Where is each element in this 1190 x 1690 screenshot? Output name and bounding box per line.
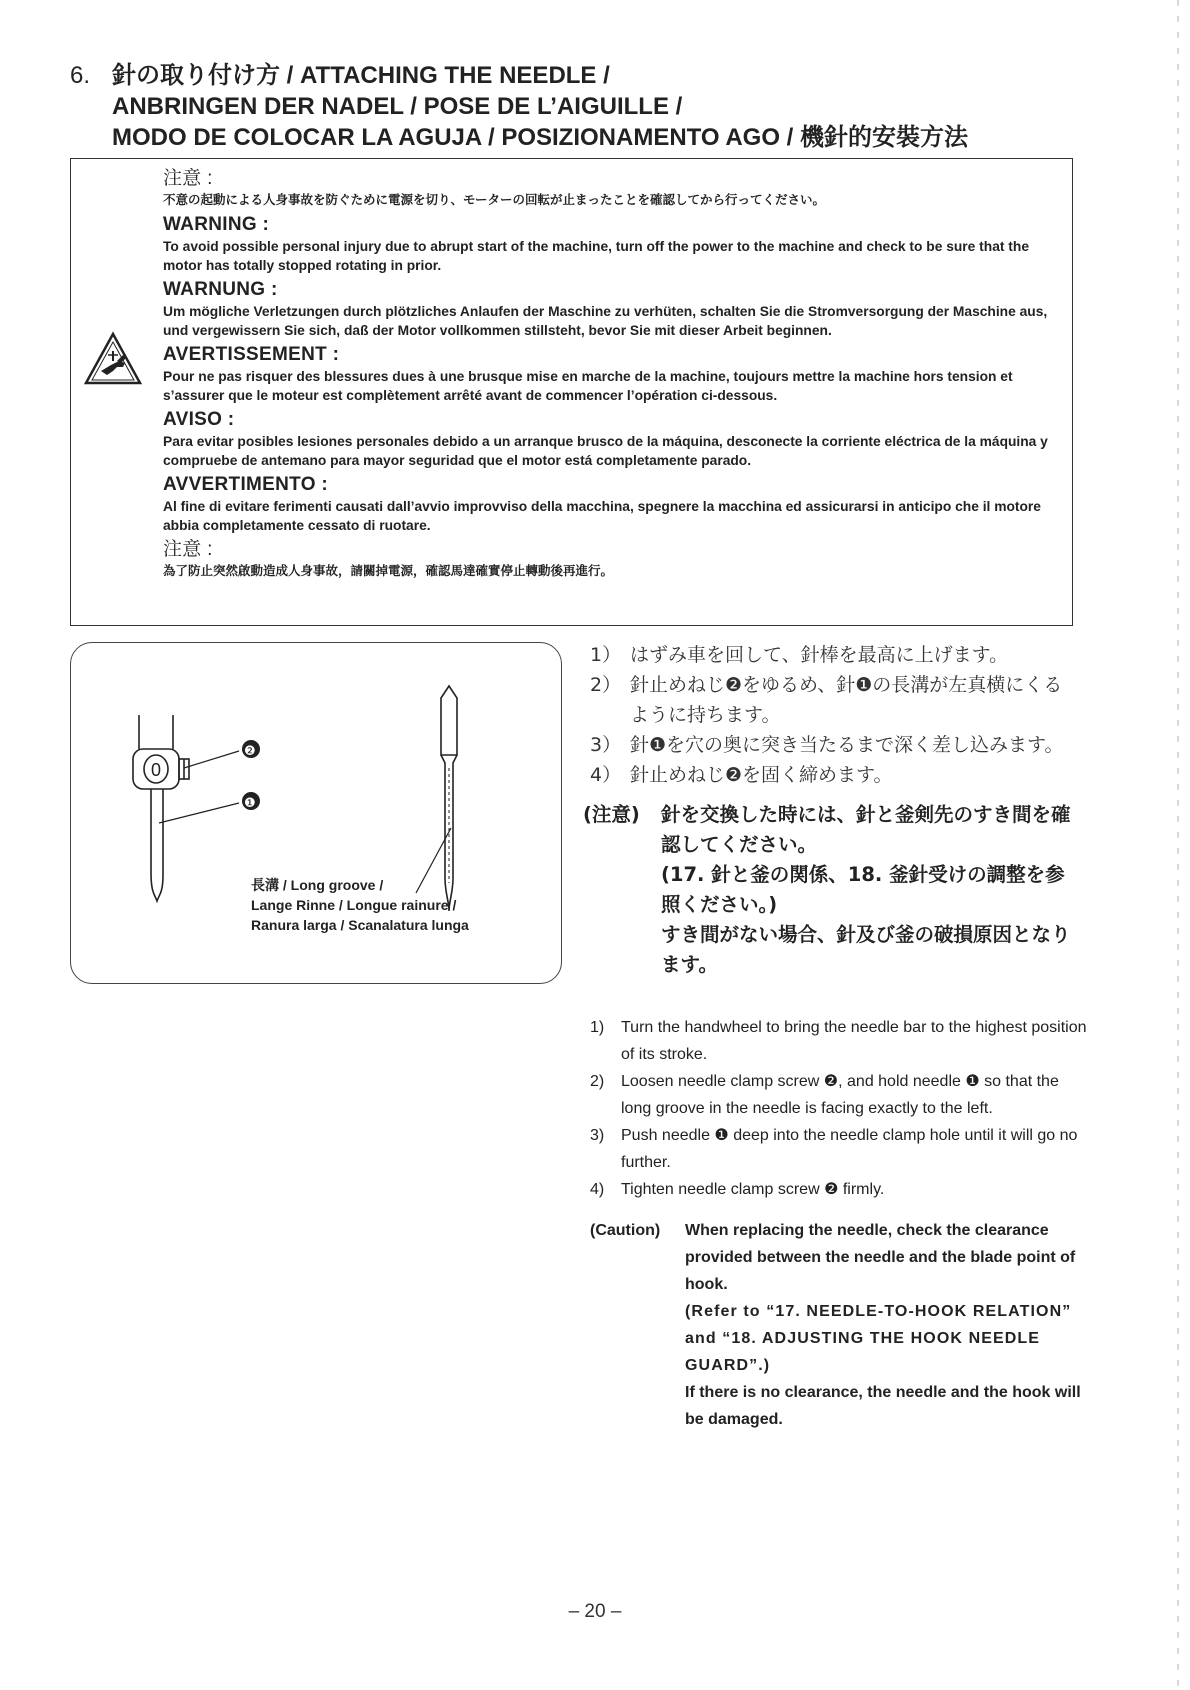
jp-step-4-text: 針止めねじ❷を固く締めます。 (630, 764, 893, 786)
jp-caution-text-1: 針を交換した時には、針と釜剣先のすき間を確 (661, 803, 1071, 826)
needle-figure (70, 642, 562, 984)
en-caution-text-3: If there is no clearance, the needle and the hook will be damaged. (685, 1384, 1081, 1428)
jp-step-4-num: 4） (590, 764, 622, 786)
jp-caution-text-6: ます。 (661, 953, 718, 976)
caution-hand-icon (83, 331, 143, 387)
jp-step-4 (590, 760, 1090, 790)
jp-caution-label: (注意) (583, 803, 640, 826)
en-caution (590, 1217, 1090, 1433)
en-caution-body (685, 1217, 1090, 1433)
warning-title-es: AVISO : (163, 408, 235, 430)
jp-caution (583, 800, 1103, 980)
en-step-4-text: Tighten needle clamp screw ❷ firmly. (621, 1181, 885, 1198)
warning-title-en: WARNING : (163, 213, 270, 235)
jp-step-3-num: 3） (590, 734, 622, 756)
jp-caution-text-5: すき間がない場合、針及び釜の破損原因となり (661, 923, 1071, 946)
en-caution-text-2: (Refer to “17. NEEDLE-TO-HOOK RELATION” and “18. ADJUSTING THE HOOK NEEDLE GUARD”.) (685, 1303, 1072, 1374)
warning-box (70, 158, 1073, 626)
jp-step-2-text-b: ように持ちます。 (630, 704, 781, 726)
callout-2 (242, 740, 260, 759)
warning-content (163, 167, 1063, 583)
en-caution-block (590, 1217, 1090, 1433)
warning-title-it: AVVERTIMENTO : (163, 473, 329, 495)
warning-text-en: To avoid possible personal injury due to abrupt start of the machine, turn off the power to the machine and check to be sure that the motor has totally stopped rotating in prior. (163, 238, 1029, 273)
jp-step-2-num: 2） (590, 674, 622, 696)
jp-step-1-text: はずみ車を回して、針棒を最高に上げます。 (630, 644, 1009, 666)
heading-text-1: 針の取り付け方 / ATTACHING THE NEEDLE / (112, 62, 610, 89)
jp-step-1 (590, 640, 1090, 670)
jp-caution-text-4: 照ください。) (661, 893, 778, 916)
jp-step-3 (590, 730, 1090, 760)
jp-step-3-text: 針❶を穴の奥に突き当たるまで深く差し込みます。 (630, 734, 1064, 756)
warning-text-jp: 不意の起動による人身事故を防ぐために電源を切り、モーターの回転が止まったことを確認してから行ってください。 (163, 193, 826, 207)
en-step-2-text: Loosen needle clamp screw ❷, and hold needle ❶ so that the long groove in the needle is facing exactly to the left. (621, 1073, 1059, 1117)
needle-bar (139, 715, 173, 749)
groove-label-line-2: Lange Rinne / Longue rainure / (251, 897, 457, 913)
jp-step-1-num: 1） (590, 644, 622, 666)
en-step-3 (590, 1122, 1090, 1176)
en-step-3-text: Push needle ❶ deep into the needle clamp hole until it will go no further. (621, 1127, 1078, 1171)
callout-1 (242, 792, 260, 811)
jp-steps (590, 640, 1090, 790)
jp-caution-text-3: (17. 針と釜の関係、18. 釜針受けの調整を参 (661, 863, 1065, 886)
warning-text-de: Um mögliche Verletzungen durch plötzliches Anlaufen der Maschine zu verhüten, schalten Sie die Stromversorgung der Maschine aus, und vergewissern Sie sich, daß der Motor vollkommen stillsteht, bevor Sie mit dieser Arbeit beginnen. (163, 303, 1048, 338)
warning-title-zh: 注意 : (163, 538, 213, 560)
warning-title-de: WARNUNG : (163, 278, 278, 300)
en-step-1 (590, 1014, 1090, 1068)
jp-caution-line-1 (583, 800, 1103, 830)
en-step-3-num: 3) (590, 1127, 605, 1144)
scan-edge (1170, 0, 1184, 1690)
page-number: – 20 – (568, 1601, 622, 1622)
heading-line-2: ANBRINGEN DER NADEL / POSE DE L’AIGUILLE / (112, 93, 683, 120)
warning-title-fr: AVERTISSEMENT : (163, 343, 340, 365)
en-caution-text-1: When replacing the needle, check the clearance provided between the needle and the blade point of hook. (685, 1222, 1076, 1293)
callout-1-text: ❶ (244, 796, 256, 811)
en-step-4-num: 4) (590, 1181, 605, 1198)
warning-title-jp: 注意 : (163, 168, 213, 189)
clamp-mark: 0 (151, 760, 162, 780)
jp-caution-text-2: 認してください。 (661, 833, 818, 856)
section-heading (70, 60, 1130, 153)
heading-line-1 (70, 60, 1130, 91)
groove-label-line-3: Ranura larga / Scanalatura lunga (251, 917, 469, 933)
warning-text-zh: 為了防止突然啟動造成人身事故，請關掉電源，確認馬達確實停止轉動後再進行。 (163, 563, 614, 578)
long-groove-label (251, 875, 469, 935)
warning-text-es: Para evitar posibles lesiones personales debido a un arranque brusco de la máquina, desconecte la corriente eléctrica de la máquina y compruebe de antemano para mayor seguridad que el motor está completamente parado. (163, 433, 1048, 468)
section-number: 6. (70, 62, 91, 89)
en-steps (590, 1014, 1090, 1203)
en-step-2-num: 2) (590, 1073, 605, 1090)
en-step-4 (590, 1176, 1090, 1203)
en-step-1-text: Turn the handwheel to bring the needle bar to the highest position of its stroke. (621, 1019, 1087, 1063)
warning-text-fr: Pour ne pas risquer des blessures dues à une brusque mise en marche de la machine, toujours mettre la machine hors tension et s’assurer que le moteur est complètement arrêté avant de commencer l’opération ci-dessous. (163, 368, 1013, 403)
groove-label-line-1: 長溝 / Long groove / (251, 877, 384, 893)
small-needle (151, 789, 163, 901)
heading-line-3: MODO DE COLOCAR LA AGUJA / POSIZIONAMENTO AGO / 機針的安裝方法 (112, 124, 969, 151)
jp-step-2 (590, 670, 1090, 700)
warning-text-it: Al fine di evitare ferimenti causati dall’avvio improvviso della macchina, spegnere la macchina ed assicurarsi in anticipo che il motore abbia completamente cessato di ruotare. (163, 498, 1041, 533)
en-caution-label: (Caution) (590, 1222, 661, 1239)
callout-leaders (159, 751, 451, 893)
en-step-2 (590, 1068, 1090, 1122)
callout-2-text: ❷ (244, 744, 256, 759)
en-step-1-num: 1) (590, 1019, 605, 1036)
jp-step-2-text-a: 針止めねじ❷をゆるめ、針❶の長溝が左真横にくる (630, 674, 1063, 696)
